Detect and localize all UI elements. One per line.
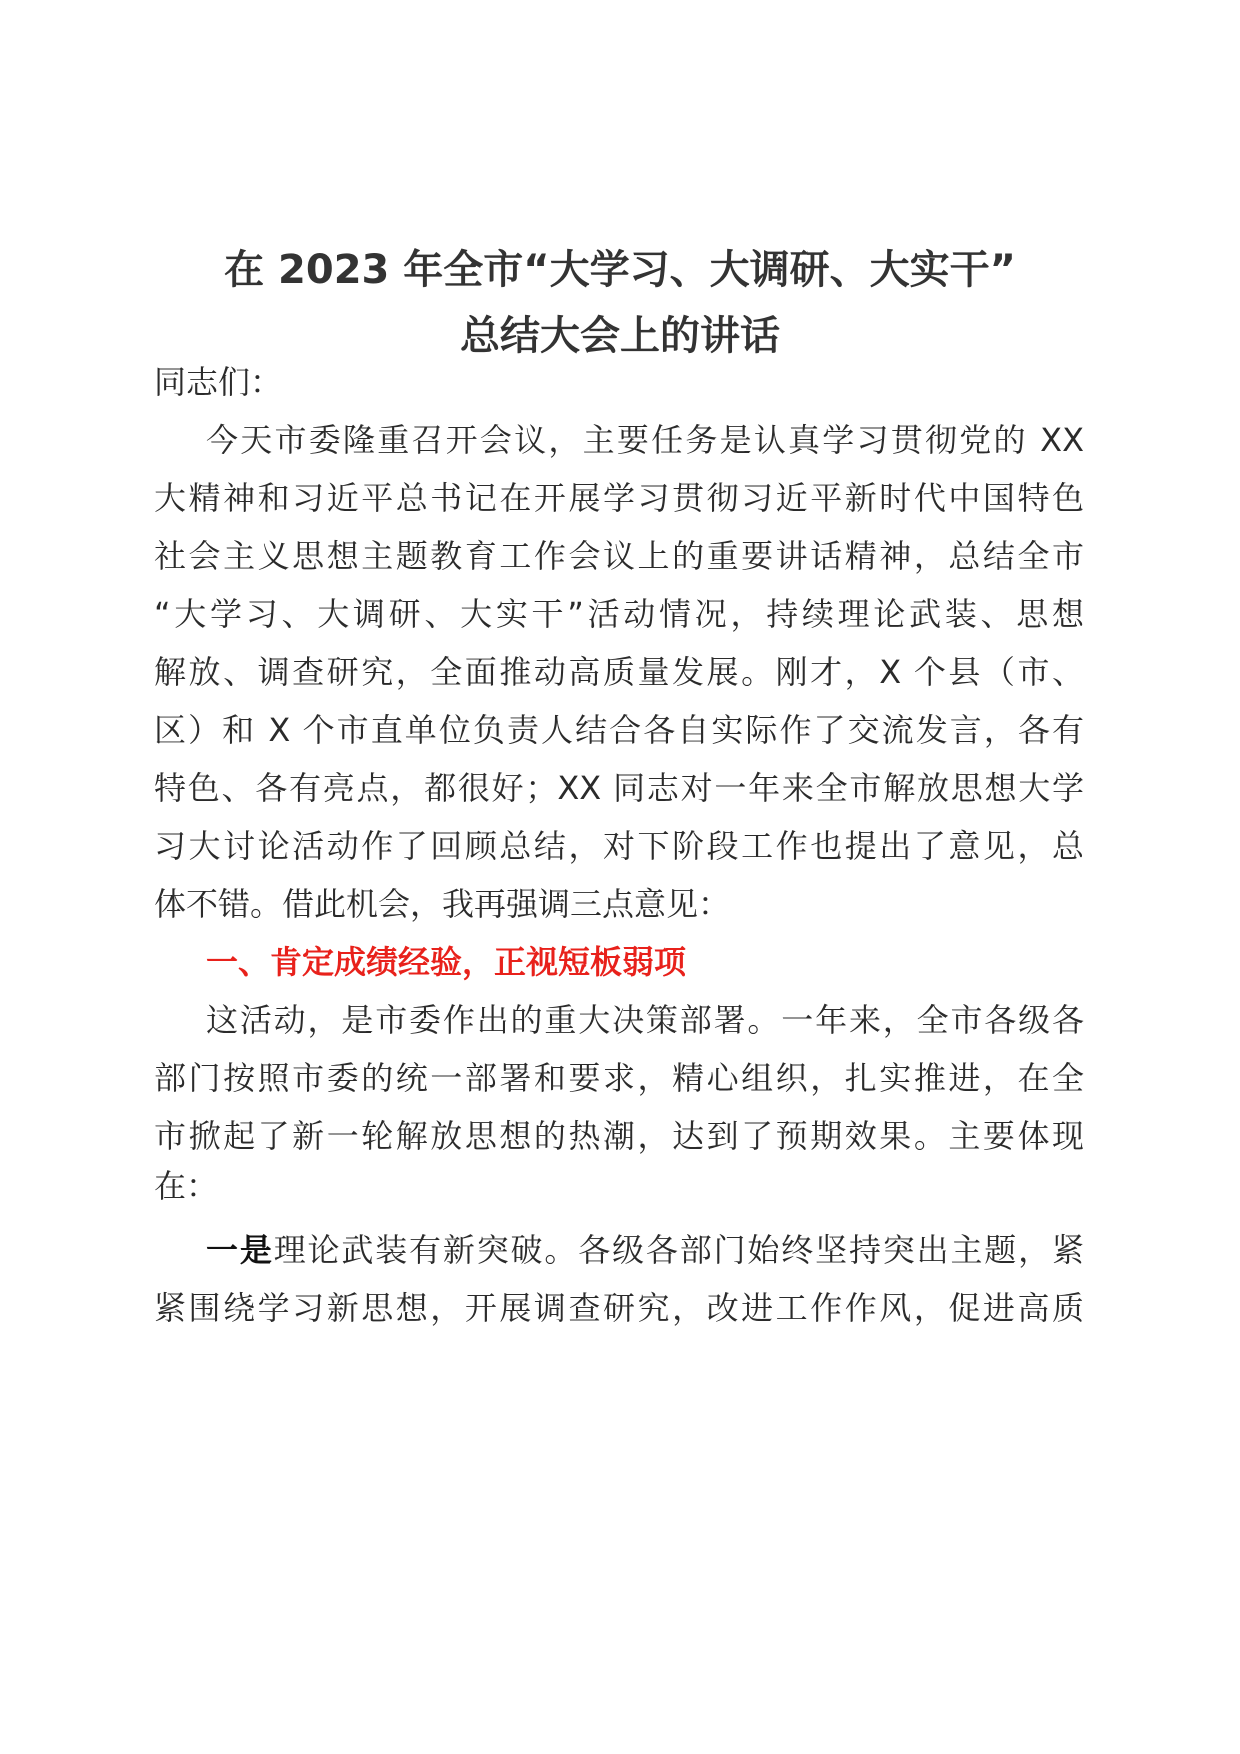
document-title-line-1: 在 2023 年全市“大学习、大调研、大实干” — [224, 247, 1016, 293]
intro-line-9: 体不错。借此机会，我再强调三点意见： — [154, 885, 731, 923]
intro-line-3: 社会主义思想主题教育工作会议上的重要讲话精神，总结全市 — [154, 537, 1084, 575]
section-1-line-3: 市掀起了新一轮解放思想的热潮，达到了预期效果。主要体现 — [154, 1117, 1084, 1155]
intro-line-8: 习大讨论活动作了回顾总结，对下阶段工作也提出了意见，总 — [154, 827, 1084, 865]
intro-line-6: 区）和 X 个市直单位负责人结合各自实际作了交流发言，各有 — [154, 711, 1084, 749]
intro-line-1: 今天市委隆重召开会议，主要任务是认真学习贯彻党的 XX — [206, 421, 1084, 459]
document-title-line-2: 总结大会上的讲话 — [460, 313, 780, 359]
salutation: 同志们： — [154, 363, 283, 401]
point-1-lead: 一是 — [206, 1231, 274, 1269]
intro-line-7: 特色、各有亮点，都很好；XX 同志对一年来全市解放思想大学 — [154, 769, 1084, 807]
section-1-heading: 一、肯定成绩经验，正视短板弱项 — [206, 943, 687, 981]
section-1-line-1: 这活动，是市委作出的重大决策部署。一年来，全市各级各 — [206, 1001, 1084, 1039]
section-1-line-2: 部门按照市委的统一部署和要求，精心组织，扎实推进，在全 — [154, 1059, 1084, 1097]
point-1-text: 理论武装有新突破。各级各部门始终坚持突出主题，紧 — [273, 1231, 1084, 1269]
intro-line-4: “大学习、大调研、大实干”活动情况，持续理论武装、思想 — [154, 595, 1084, 633]
section-1-line-4: 在： — [154, 1167, 219, 1205]
intro-line-2: 大精神和习近平总书记在开展学习贯彻习近平新时代中国特色 — [154, 479, 1084, 517]
point-1-line-2: 紧围绕学习新思想，开展调查研究，改进工作作风，促进高质 — [154, 1289, 1084, 1327]
point-1-first-line — [206, 1228, 1084, 1272]
intro-line-5: 解放、调查研究，全面推动高质量发展。刚才，X 个县（市、 — [154, 653, 1084, 691]
